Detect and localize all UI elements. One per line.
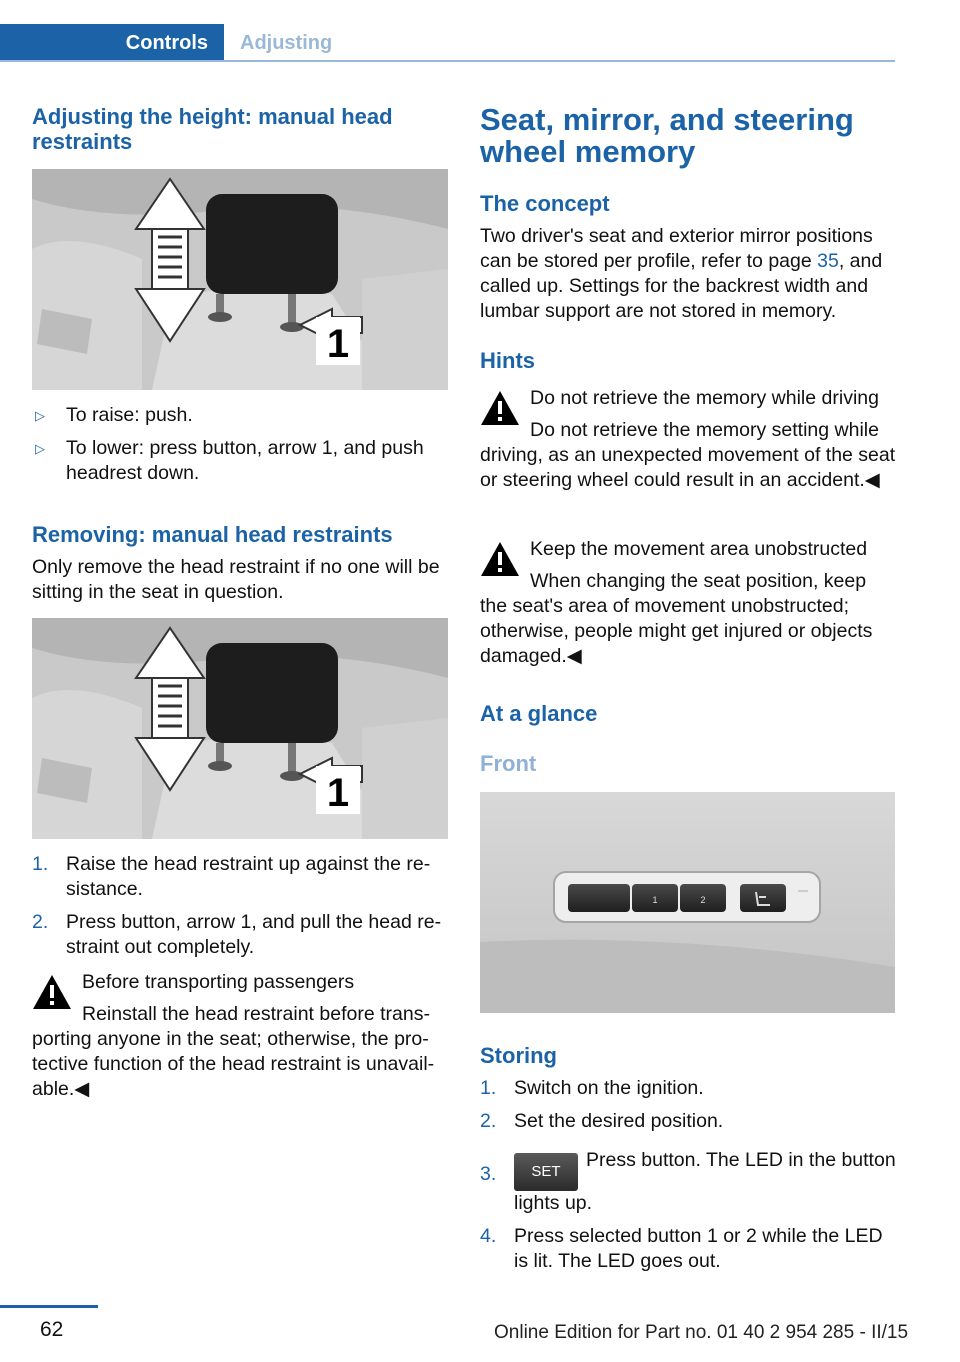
warning-icon — [480, 541, 520, 577]
concept-text: Two driver's seat and exterior mirror positions can be stored per profile, refer to page 35, and called up. Settings for the backrest width and lumbar support are not stored in memory. — [480, 225, 883, 322]
arrow-label: 1 — [326, 771, 350, 815]
list-item: 2. Set the desired position. — [480, 1110, 724, 1132]
storing-steps-list — [480, 1076, 896, 1282]
warning-icon — [480, 390, 520, 426]
memory-buttons-image — [480, 792, 895, 1013]
heading-at-a-glance: At a glance — [480, 701, 598, 726]
set-button-icon: SET — [514, 1153, 578, 1191]
warning-movement-area: Keep the movement area unobstructed When changing the seat position, keep the seat's area of movement unobstructed; otherwise, people might get injured or objects damaged.◀ — [480, 538, 873, 667]
heading-hints: Hints — [480, 348, 535, 373]
page-number: 62 — [40, 1318, 64, 1341]
headrest-raise-image — [32, 169, 448, 390]
list-item: 2. Press button, arrow 1, and pull the head restraint out completely. — [32, 911, 442, 958]
list-item: 1. Raise the head restraint up against the resistance. — [32, 853, 431, 900]
memory-button-label: 2 — [700, 895, 706, 905]
warning-transport: Before transporting passengers Reinstall the head restraint before transporting anyone in the seat; otherwise, the protective function of the head restraint is unavailable.◀ — [32, 971, 435, 1100]
heading-front: Front — [480, 751, 537, 776]
heading-removing: Removing: manual head restraints — [32, 522, 393, 547]
heading-storing: Storing — [480, 1043, 557, 1068]
tab-controls[interactable]: Controls — [0, 24, 224, 62]
memory-button-label: 1 — [652, 895, 658, 905]
list-item: 4. Press selected button 1 or 2 while the LED is lit. The LED goes out. — [480, 1225, 883, 1272]
remove-steps-list — [32, 852, 448, 968]
footer-edition: Online Edition for Part no. 01 40 2 954 285 - II/15 — [494, 1322, 909, 1343]
headrest-height-list — [32, 403, 448, 494]
triangle-bullet-icon: ▷ — [35, 441, 45, 456]
triangle-bullet-icon: ▷ — [35, 408, 45, 423]
heading-concept: The concept — [480, 191, 610, 216]
list-item: ▷ To raise: push. — [35, 404, 193, 426]
arrow-label: 1 — [326, 322, 350, 366]
page-link[interactable]: 35 — [817, 250, 839, 272]
heading-adjusting-height: Adjusting the height: manual head restraints — [32, 104, 393, 154]
list-item: 3. SETPress button. The LED in the button lights up. — [480, 1149, 896, 1214]
footer-divider — [0, 1305, 98, 1308]
warning-icon — [32, 974, 72, 1010]
list-item: ▷ To lower: press button, arrow 1, and push headrest down. — [35, 437, 424, 484]
tab-adjusting[interactable]: Adjusting — [240, 32, 333, 54]
page-title: Seat, mirror, and steering wheel memory — [480, 102, 854, 169]
header-divider — [0, 60, 895, 62]
headrest-remove-image — [32, 618, 448, 839]
removing-text: Only remove the head restraint if no one will be sitting in the seat in question. — [32, 556, 440, 603]
warning-memory-driving: Do not retrieve the memory while driving Do not retrieve the memory setting while driving, as an unexpected movement of the seat or steering wheel could result in an accident.◀ — [480, 387, 896, 491]
list-item: 1. Switch on the ignition. — [480, 1077, 704, 1099]
